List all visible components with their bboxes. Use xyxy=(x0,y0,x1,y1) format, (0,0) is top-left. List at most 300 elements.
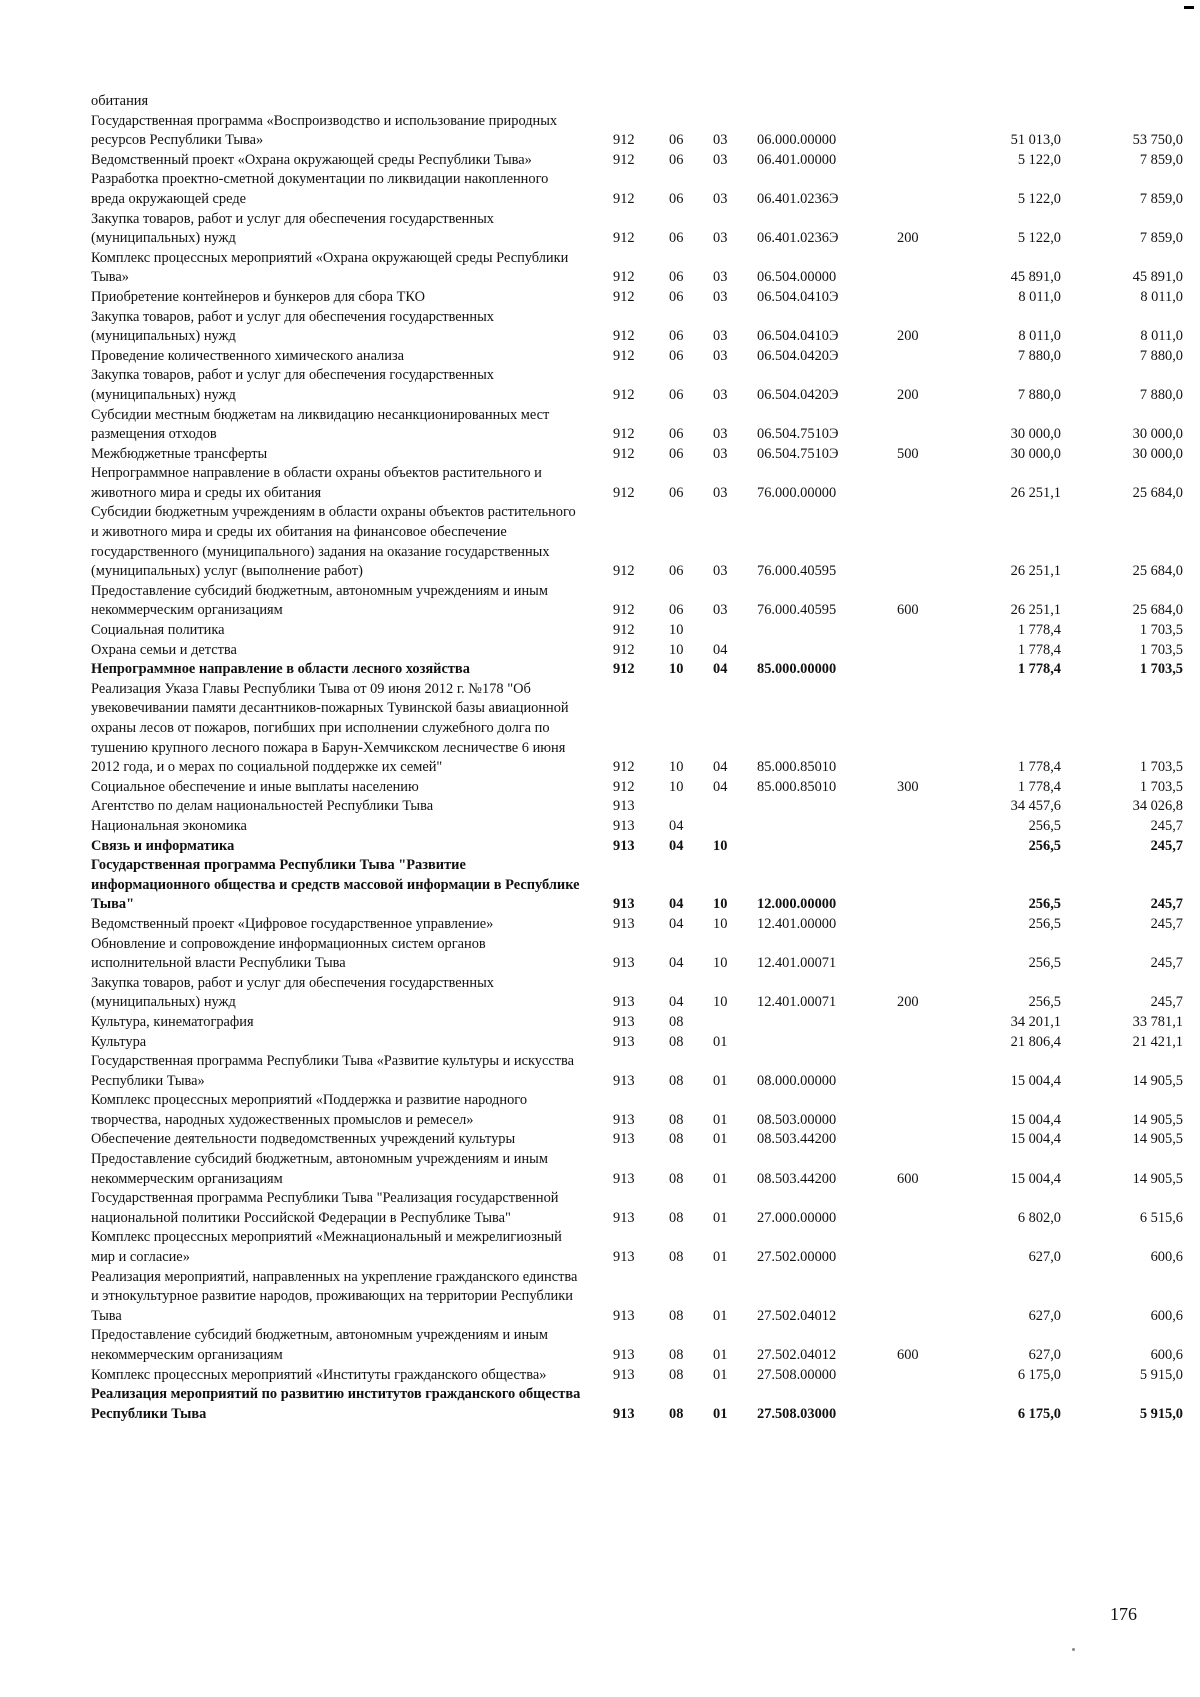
row-name: Культура xyxy=(91,1033,147,1050)
subsection-code: 03 xyxy=(713,426,728,443)
row-name: Комплекс процессных мероприятий «Институты гражданского общества» xyxy=(91,1366,547,1383)
section-code: 06 xyxy=(669,190,684,207)
target-article-code: 06.401.00000 xyxy=(757,151,837,168)
target-article-code: 12.401.00071 xyxy=(757,955,837,972)
grbs-code: 913 xyxy=(613,1131,635,1148)
table-row xyxy=(91,817,1183,837)
amount-year-1: 34 201,1 xyxy=(1010,1013,1061,1030)
amount-year-2: 7 859,0 xyxy=(1139,190,1183,207)
row-name: Социальная политика xyxy=(91,622,225,639)
amount-year-1: 15 004,4 xyxy=(1010,1131,1061,1148)
grbs-code: 912 xyxy=(613,484,635,501)
table-row xyxy=(91,347,1183,367)
section-code: 04 xyxy=(669,955,684,972)
table-row xyxy=(91,621,1183,641)
amount-year-2: 30 000,0 xyxy=(1132,445,1183,462)
amount-year-1: 256,5 xyxy=(1028,915,1061,932)
section-code: 06 xyxy=(669,563,684,580)
grbs-code: 912 xyxy=(613,778,635,795)
grbs-code: 913 xyxy=(613,1405,635,1422)
subsection-code: 10 xyxy=(713,837,728,854)
target-article-code xyxy=(757,621,897,641)
target-article-code: 06.504.7510Э xyxy=(757,426,839,443)
row-name: Закупка товаров, работ и услуг для обеспечения государственных (муниципальных) нужд xyxy=(91,308,494,345)
target-article-code xyxy=(757,817,897,837)
grbs-code: 912 xyxy=(613,347,635,364)
target-article-code: 27.502.00000 xyxy=(757,1249,837,1266)
target-article-code: 76.000.40595 xyxy=(757,563,837,580)
row-name: Непрограммное направление в области лесного хозяйства xyxy=(91,661,470,678)
grbs-code: 913 xyxy=(613,896,635,913)
row-name: Закупка товаров, работ и услуг для обеспечения государственных (муниципальных) нужд xyxy=(91,210,494,247)
target-article-code xyxy=(757,92,897,112)
table-row xyxy=(91,837,1183,857)
target-article-code: 06.401.0236Э xyxy=(757,190,839,207)
expense-type-code xyxy=(897,1052,941,1091)
amount-year-1: 15 004,4 xyxy=(1010,1170,1061,1187)
section-code: 04 xyxy=(669,915,684,932)
expense-type-code xyxy=(897,288,941,308)
expense-type-code xyxy=(897,1385,941,1424)
row-name: Предоставление субсидий бюджетным, автономным учреждениям и иным некоммерческим организациям xyxy=(91,1327,548,1363)
amount-year-1: 627,0 xyxy=(1028,1347,1061,1363)
row-name: Реализация Указа Главы Республики Тыва от 09 июня 2012 г. №178 "Об увековечивании памяти десантников-пожарных Тувинской базы авиационной охраны лесов от пожаров, погибших при исполнении служебного долга по тушению крупного лесного пожара в Барун-Хемчикском лесничестве 6 июня 2012 года, и о мерах по социальной поддержке их семей" xyxy=(91,680,569,776)
row-name: Проведение количественного химического анализа xyxy=(91,347,405,364)
grbs-code xyxy=(591,92,669,112)
page-number: 176 xyxy=(1110,1604,1137,1624)
subsection-code: 03 xyxy=(713,190,728,207)
grbs-code: 912 xyxy=(613,288,635,305)
expense-type-code xyxy=(897,1130,941,1150)
amount-year-1: 45 891,0 xyxy=(1010,269,1061,286)
section-code: 08 xyxy=(669,1170,684,1187)
grbs-code: 912 xyxy=(613,230,635,247)
subsection-code: 10 xyxy=(713,994,728,1011)
amount-year-1: 627,0 xyxy=(1028,1249,1061,1266)
subsection-code: 03 xyxy=(713,230,728,247)
target-article-code: 27.502.04012 xyxy=(757,1307,837,1324)
amount-year-1: 6 175,0 xyxy=(1017,1405,1061,1422)
amount-year-1: 627,0 xyxy=(1028,1307,1061,1324)
expense-type-code xyxy=(897,92,941,112)
expense-type-code xyxy=(897,837,941,857)
expense-type-code xyxy=(897,680,941,778)
section-code: 06 xyxy=(669,426,684,443)
amount-year-1: 6 802,0 xyxy=(1017,1209,1061,1226)
expense-type-code xyxy=(897,1268,941,1327)
target-article-code: 06.504.7510Э xyxy=(757,445,839,462)
row-name: Государственная программа Республики Тыва "Реализация государственной национальной политики Российской Федерации в Республике Тыва" xyxy=(91,1190,559,1226)
expense-type-code xyxy=(897,249,941,288)
subsection-code: 04 xyxy=(713,778,728,795)
scan-artifact xyxy=(1072,1648,1075,1651)
section-code: 10 xyxy=(669,661,684,678)
row-name: Национальная экономика xyxy=(91,817,247,834)
subsection-code: 04 xyxy=(713,661,728,678)
amount-year-2: 33 781,1 xyxy=(1132,1013,1183,1030)
expense-type-code xyxy=(897,1091,941,1130)
amount-year-2: 6 515,6 xyxy=(1139,1209,1183,1226)
amount-year-2: 7 859,0 xyxy=(1139,151,1183,168)
expense-type-code xyxy=(897,1033,941,1053)
table-row xyxy=(91,406,1183,445)
target-article-code: 08.503.44200 xyxy=(757,1131,837,1148)
target-article-code: 06.504.00000 xyxy=(757,269,837,286)
expense-type-code xyxy=(897,817,941,837)
table-row xyxy=(91,856,1183,915)
section-code: 08 xyxy=(669,1111,684,1128)
amount-year-2: 600,6 xyxy=(1150,1347,1183,1363)
grbs-code: 912 xyxy=(613,386,635,403)
table-row xyxy=(91,1013,1183,1033)
table-row xyxy=(91,1189,1183,1228)
grbs-code: 913 xyxy=(613,1033,635,1050)
amount-year-2: 30 000,0 xyxy=(1132,426,1183,443)
subsection-code: 03 xyxy=(713,563,728,580)
subsection-code: 01 xyxy=(713,1347,728,1363)
target-article-code: 76.000.00000 xyxy=(757,484,837,501)
grbs-code: 913 xyxy=(613,1072,635,1089)
section-code: 06 xyxy=(669,386,684,403)
grbs-code: 913 xyxy=(613,817,635,834)
row-name: Комплекс процессных мероприятий «Межнациональный и межрелигиозный мир и согласие» xyxy=(91,1229,562,1266)
section-code: 08 xyxy=(669,1209,684,1226)
grbs-code: 912 xyxy=(613,132,635,149)
target-article-code: 27.000.00000 xyxy=(757,1209,837,1226)
subsection-code xyxy=(713,621,757,641)
table-row xyxy=(91,1385,1183,1424)
amount-year-1: 5 122,0 xyxy=(1017,151,1061,168)
amount-year-2: 1 703,5 xyxy=(1139,661,1183,678)
table-row xyxy=(91,503,1183,581)
target-article-code: 27.508.03000 xyxy=(757,1405,837,1422)
section-code xyxy=(669,797,713,817)
row-name: Связь и информатика xyxy=(91,837,235,854)
amount-year-1: 15 004,4 xyxy=(1010,1111,1061,1128)
amount-year-2: 5 915,0 xyxy=(1139,1405,1183,1422)
row-name: обитания xyxy=(91,93,149,109)
subsection-code: 01 xyxy=(713,1072,728,1089)
row-name: Ведомственный проект «Цифровое государственное управление» xyxy=(91,915,494,932)
expense-type-code xyxy=(897,347,941,367)
grbs-code: 912 xyxy=(613,602,635,619)
row-name: Государственная программа Республики Тыва "Развитие информационного общества и средств массовой информации в Республике Тыва" xyxy=(91,857,580,913)
expense-type-code xyxy=(897,1366,941,1386)
target-article-code xyxy=(757,641,897,661)
target-article-code xyxy=(757,797,897,817)
grbs-code: 912 xyxy=(613,445,635,462)
amount-year-1: 30 000,0 xyxy=(1010,445,1061,462)
subsection-code: 10 xyxy=(713,915,728,932)
target-article-code: 06.000.00000 xyxy=(757,132,837,149)
expense-type-code xyxy=(897,1189,941,1228)
target-article-code: 08.000.00000 xyxy=(757,1072,837,1089)
subsection-code: 01 xyxy=(713,1131,728,1148)
subsection-code: 03 xyxy=(713,288,728,305)
expense-type-code xyxy=(897,1228,941,1267)
section-code: 08 xyxy=(669,1131,684,1148)
expense-type-code: 600 xyxy=(897,602,919,619)
subsection-code: 01 xyxy=(713,1405,728,1422)
expense-type-code: 600 xyxy=(897,1170,919,1187)
amount-year-1: 256,5 xyxy=(1028,896,1061,913)
subsection-code: 01 xyxy=(713,1111,728,1128)
table-row xyxy=(91,915,1183,935)
expense-type-code: 300 xyxy=(897,778,919,795)
subsection-code: 03 xyxy=(713,484,728,501)
amount-year-1: 21 806,4 xyxy=(1010,1033,1061,1050)
grbs-code: 912 xyxy=(613,563,635,580)
table-row xyxy=(91,112,1183,151)
row-name: Обновление и сопровождение информационных систем органов исполнительной власти Республики Тыва xyxy=(91,935,486,972)
target-article-code: 06.504.0410Э xyxy=(757,288,839,305)
table-row xyxy=(91,445,1183,465)
subsection-code xyxy=(713,797,757,817)
amount-year-1: 30 000,0 xyxy=(1010,426,1061,443)
grbs-code: 912 xyxy=(613,328,635,345)
expense-type-code xyxy=(897,406,941,445)
subsection-code: 04 xyxy=(713,759,728,776)
row-name: Охрана семьи и детства xyxy=(91,641,237,658)
section-code: 08 xyxy=(669,1307,684,1324)
target-article-code: 76.000.40595 xyxy=(757,602,837,619)
table-row xyxy=(91,680,1183,778)
amount-year-2: 600,6 xyxy=(1150,1307,1183,1324)
expense-type-code: 200 xyxy=(897,328,919,345)
table-row xyxy=(91,1150,1183,1189)
expense-type-code xyxy=(897,151,941,171)
section-code: 06 xyxy=(669,484,684,501)
row-name: Комплекс процессных мероприятий «Поддержка и развитие народного творчества, народных художественных промыслов и ремесел» xyxy=(91,1092,528,1128)
expense-type-code xyxy=(897,660,941,680)
amount-year-2: 245,7 xyxy=(1150,994,1183,1011)
expense-type-code xyxy=(897,621,941,641)
budget-table xyxy=(91,92,1183,1424)
grbs-code: 913 xyxy=(613,994,635,1011)
amount-year-2: 7 880,0 xyxy=(1139,347,1183,364)
table-row xyxy=(91,92,1183,112)
grbs-code: 912 xyxy=(613,759,635,776)
table-row xyxy=(91,1228,1183,1267)
section-code: 04 xyxy=(669,896,684,913)
grbs-code: 912 xyxy=(613,269,635,286)
table-row xyxy=(91,797,1183,817)
amount-year-1: 1 778,4 xyxy=(1017,778,1061,795)
target-article-code: 08.503.00000 xyxy=(757,1111,837,1128)
amount-year-2: 1 703,5 xyxy=(1139,622,1183,639)
expense-type-code xyxy=(897,856,941,915)
grbs-code: 912 xyxy=(613,641,635,658)
target-article-code xyxy=(757,837,897,857)
subsection-code: 01 xyxy=(713,1033,728,1050)
amount-year-1: 8 011,0 xyxy=(1018,328,1061,345)
amount-year-2: 245,7 xyxy=(1150,896,1183,913)
section-code: 04 xyxy=(669,817,684,834)
amount-year-2: 14 905,5 xyxy=(1132,1170,1183,1187)
expense-type-code xyxy=(897,641,941,661)
amount-year-1: 26 251,1 xyxy=(1010,484,1061,501)
expense-type-code xyxy=(897,170,941,209)
section-code: 10 xyxy=(669,641,684,658)
table-row xyxy=(91,1052,1183,1091)
expense-type-code xyxy=(897,464,941,503)
grbs-code: 913 xyxy=(613,915,635,932)
section-code xyxy=(669,92,713,112)
amount-year-1: 7 880,0 xyxy=(1017,386,1061,403)
amount-year-1: 256,5 xyxy=(1028,817,1061,834)
expense-type-code xyxy=(897,935,941,974)
expense-type-code xyxy=(897,797,941,817)
subsection-code: 01 xyxy=(713,1209,728,1226)
amount-year-2 xyxy=(1061,92,1183,112)
section-code: 10 xyxy=(669,778,684,795)
grbs-code: 913 xyxy=(613,837,635,854)
table-row xyxy=(91,249,1183,288)
row-name: Межбюджетные трансферты xyxy=(91,445,268,462)
table-row xyxy=(91,1268,1183,1327)
amount-year-1: 256,5 xyxy=(1028,994,1061,1011)
grbs-code: 913 xyxy=(613,1013,635,1030)
table-row xyxy=(91,1091,1183,1130)
grbs-code: 912 xyxy=(613,190,635,207)
section-code: 08 xyxy=(669,1013,684,1030)
amount-year-2: 1 703,5 xyxy=(1139,778,1183,795)
amount-year-2: 25 684,0 xyxy=(1132,602,1183,619)
amount-year-2: 7 859,0 xyxy=(1139,230,1183,247)
amount-year-1: 6 175,0 xyxy=(1017,1366,1061,1383)
subsection-code: 03 xyxy=(713,347,728,364)
subsection-code xyxy=(713,817,757,837)
expense-type-code: 500 xyxy=(897,445,919,462)
row-name: Приобретение контейнеров и бункеров для сбора ТКО xyxy=(91,288,426,305)
amount-year-2: 245,7 xyxy=(1150,915,1183,932)
target-article-code: 12.401.00000 xyxy=(757,915,837,932)
section-code: 06 xyxy=(669,602,684,619)
table-row xyxy=(91,1130,1183,1150)
amount-year-1: 1 778,4 xyxy=(1017,622,1061,639)
row-name: Социальное обеспечение и иные выплаты населению xyxy=(91,778,419,795)
row-name: Предоставление субсидий бюджетным, автономным учреждениям и иным некоммерческим организациям xyxy=(91,582,548,619)
amount-year-2: 5 915,0 xyxy=(1139,1366,1183,1383)
grbs-code: 913 xyxy=(613,1307,635,1324)
amount-year-1 xyxy=(941,92,1061,112)
amount-year-2: 8 011,0 xyxy=(1140,328,1183,345)
subsection-code: 03 xyxy=(713,132,728,149)
row-name: Закупка товаров, работ и услуг для обеспечения государственных (муниципальных) нужд xyxy=(91,974,494,1011)
amount-year-1: 26 251,1 xyxy=(1010,563,1061,580)
table-row xyxy=(91,660,1183,680)
section-code: 06 xyxy=(669,328,684,345)
target-article-code xyxy=(757,1013,897,1033)
expense-type-code: 200 xyxy=(897,230,919,247)
amount-year-2: 25 684,0 xyxy=(1132,563,1183,580)
table-row xyxy=(91,1326,1183,1365)
row-name: Реализация мероприятий, направленных на укрепление гражданского единства и этнокультурное развитие народов, проживающих на территории Республики Тыва xyxy=(91,1268,578,1324)
target-article-code: 85.000.85010 xyxy=(757,778,837,795)
subsection-code: 10 xyxy=(713,896,728,913)
amount-year-1: 1 778,4 xyxy=(1017,661,1061,678)
row-name: Разработка проектно-сметной документации по ликвидации накопленного вреда окружающей среде xyxy=(91,171,549,207)
amount-year-2: 53 750,0 xyxy=(1132,132,1183,149)
section-code: 06 xyxy=(669,132,684,149)
section-code: 04 xyxy=(669,994,684,1011)
grbs-code: 913 xyxy=(613,955,635,972)
amount-year-2: 245,7 xyxy=(1150,955,1183,972)
section-code: 08 xyxy=(669,1405,684,1422)
target-article-code: 06.504.0420Э xyxy=(757,347,839,364)
grbs-code: 913 xyxy=(613,1347,635,1363)
expense-type-code xyxy=(897,503,941,581)
table-row xyxy=(91,464,1183,503)
table-row xyxy=(91,288,1183,308)
amount-year-2: 245,7 xyxy=(1150,837,1183,854)
section-code: 06 xyxy=(669,445,684,462)
amount-year-2: 245,7 xyxy=(1150,817,1183,834)
amount-year-1: 15 004,4 xyxy=(1010,1072,1061,1089)
target-article-code: 06.504.0410Э xyxy=(757,328,839,345)
subsection-code: 03 xyxy=(713,151,728,168)
target-article-code: 06.504.0420Э xyxy=(757,386,839,403)
amount-year-2: 25 684,0 xyxy=(1132,484,1183,501)
subsection-code: 01 xyxy=(713,1307,728,1324)
amount-year-2: 21 421,1 xyxy=(1132,1033,1183,1050)
row-name: Закупка товаров, работ и услуг для обеспечения государственных (муниципальных) нужд xyxy=(91,367,494,403)
grbs-code: 912 xyxy=(613,622,635,639)
amount-year-2: 14 905,5 xyxy=(1132,1131,1183,1148)
target-article-code: 85.000.00000 xyxy=(757,661,837,678)
subsection-code: 03 xyxy=(713,602,728,619)
grbs-code: 913 xyxy=(613,1111,635,1128)
section-code: 08 xyxy=(669,1249,684,1266)
amount-year-1: 5 122,0 xyxy=(1017,230,1061,247)
amount-year-2: 14 905,5 xyxy=(1132,1111,1183,1128)
amount-year-1: 7 880,0 xyxy=(1017,347,1061,364)
row-name: Субсидии бюджетным учреждениям в области охраны объектов растительного и животного мира и среды их обитания на финансовое обеспечение государственного (муниципального) задания на оказание государственных (муниципальных) услуг (выполнение работ) xyxy=(91,504,576,580)
section-code: 10 xyxy=(669,622,684,639)
section-code: 08 xyxy=(669,1033,684,1050)
section-code: 10 xyxy=(669,759,684,776)
section-code: 04 xyxy=(669,837,684,854)
amount-year-2: 8 011,0 xyxy=(1140,288,1183,305)
table-row xyxy=(91,974,1183,1013)
row-name: Государственная программа «Воспроизводство и использование природных ресурсов Республики Тыва» xyxy=(91,112,558,149)
subsection-code: 01 xyxy=(713,1249,728,1266)
row-name: Предоставление субсидий бюджетным, автономным учреждениям и иным некоммерческим организациям xyxy=(91,1151,548,1187)
subsection-code: 01 xyxy=(713,1366,728,1383)
subsection-code: 03 xyxy=(713,445,728,462)
grbs-code: 912 xyxy=(613,426,635,443)
amount-year-1: 256,5 xyxy=(1028,955,1061,972)
target-article-code: 08.503.44200 xyxy=(757,1170,837,1187)
amount-year-2: 1 703,5 xyxy=(1139,641,1183,658)
expense-type-code xyxy=(897,112,941,151)
target-article-code: 85.000.85010 xyxy=(757,759,837,776)
section-code: 06 xyxy=(669,288,684,305)
table-row xyxy=(91,935,1183,974)
target-article-code xyxy=(757,1033,897,1053)
subsection-code: 03 xyxy=(713,328,728,345)
grbs-code: 912 xyxy=(613,151,635,168)
target-article-code: 27.502.04012 xyxy=(757,1347,837,1363)
target-article-code: 12.401.00071 xyxy=(757,994,837,1011)
expense-type-code: 600 xyxy=(897,1347,919,1363)
table-row xyxy=(91,1033,1183,1053)
table-row xyxy=(91,778,1183,798)
amount-year-1: 5 122,0 xyxy=(1017,190,1061,207)
table-row xyxy=(91,1366,1183,1386)
amount-year-1: 51 013,0 xyxy=(1010,132,1061,149)
grbs-code: 913 xyxy=(613,1366,635,1383)
